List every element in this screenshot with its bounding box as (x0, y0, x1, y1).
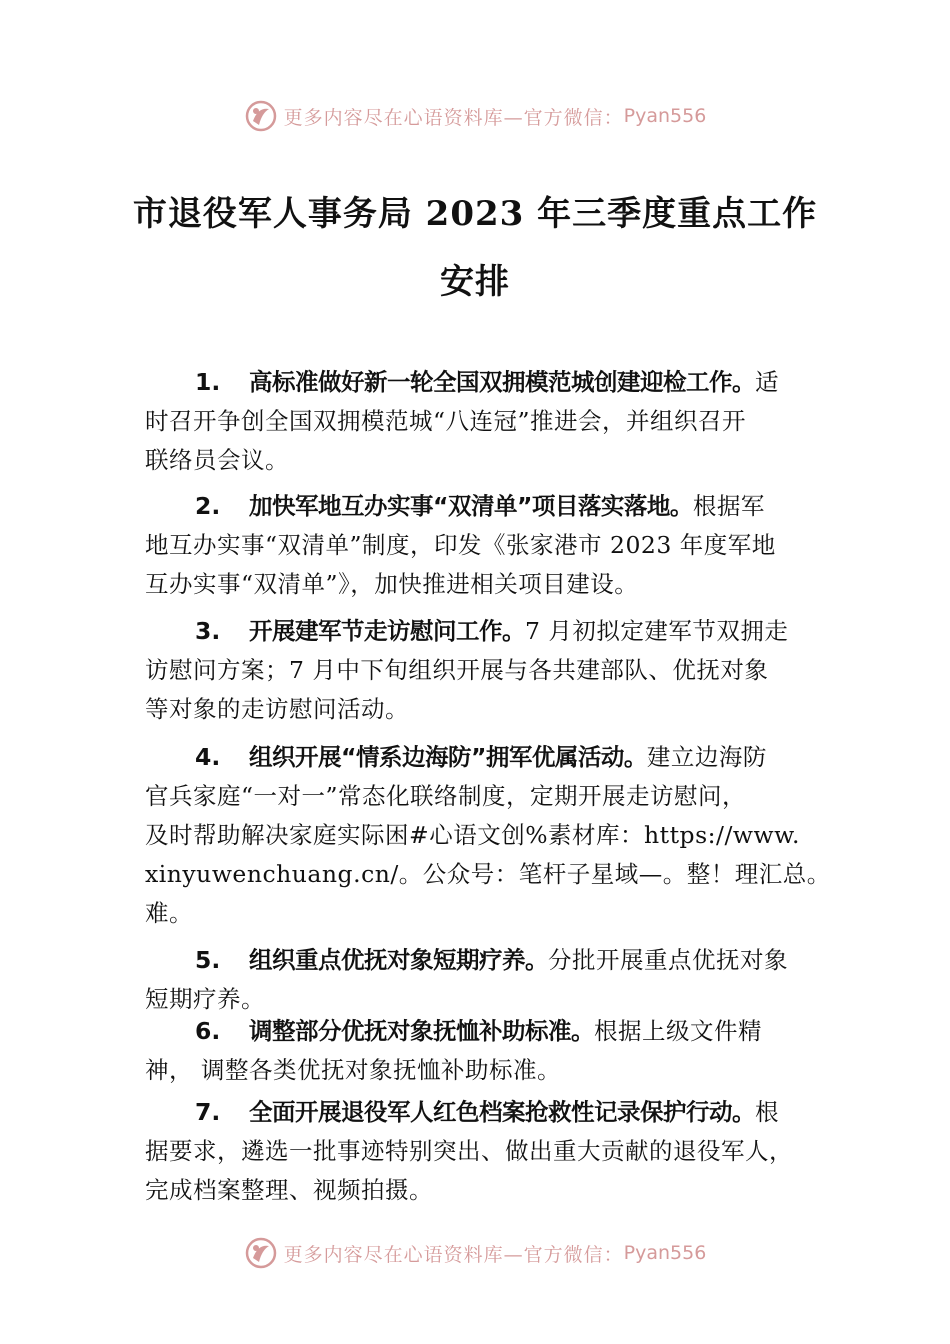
item-heading: 加快军地互办实事“双清单”项目落实落地。 (249, 492, 693, 520)
brand-logo-icon (244, 1236, 278, 1270)
header-watermark (0, 96, 950, 136)
item-number: 6. (195, 1017, 221, 1045)
item-text: 根 (755, 1098, 779, 1126)
item-text: 完成档案整理、视频拍摄。 (145, 1176, 433, 1204)
item-heading: 全面开展退役军人红色档案抢救性记录保护行动。 (249, 1098, 755, 1126)
item-heading: 组织开展“情系边海防”拥军优属活动。 (249, 743, 647, 771)
item-text: 难。 (145, 899, 193, 927)
item-text: 根据军 (692, 492, 765, 520)
work-item-3 (145, 612, 845, 729)
item-number: 4. (195, 743, 221, 771)
watermark-text: 更多内容尽在心语资料库—官方微信： (283, 1243, 624, 1266)
item-text: 官兵家庭“一对一”常态化联络制度，定期开展走访慰问， (145, 782, 747, 810)
item-text: 时召开争创全国双拥模范城“八连冠”推进会，并组织召开 (145, 407, 747, 435)
item-text: 分批开展重点优抚对象 (548, 946, 788, 974)
watermark-wechat-id: Pyan556 (623, 1242, 707, 1264)
item-text: 短期疗养。 (145, 985, 265, 1013)
item-text: 地互办实事“双清单”制度，印发《张家港市 2023 年度军地 (145, 531, 776, 559)
item-text: 建立边海防 (646, 743, 767, 771)
item-text: 适 (755, 368, 779, 396)
item-text: 及时帮助解决家庭实际困#心语文创%素材库：https://www. (145, 821, 800, 849)
item-text: 根据上级文件精 (594, 1017, 762, 1045)
watermark-wechat-id: Pyan556 (623, 105, 707, 127)
watermark-text: 更多内容尽在心语资料库—官方微信： (283, 106, 624, 129)
document-title-line-1: 市退役军人事务局 2023 年三季度重点工作 (132, 194, 818, 234)
work-item-5 (145, 941, 845, 1019)
work-item-1 (145, 363, 845, 480)
item-number: 5. (195, 946, 221, 974)
item-number: 7. (195, 1098, 221, 1126)
work-item-4 (145, 738, 845, 933)
item-text: xinyuwenchuang.cn/。公众号：笔杆子星域—。整！理汇总。 (145, 860, 831, 888)
work-item-7 (145, 1093, 845, 1210)
item-text: 7 月初拟定建军节双拥走 (525, 617, 789, 645)
item-heading: 调整部分优抚对象抚恤补助标准。 (249, 1017, 594, 1045)
item-text: 互办实事“双清单”》，加快推进相关项目建设。 (145, 570, 639, 598)
item-heading: 组织重点优抚对象短期疗养。 (249, 946, 548, 974)
item-number: 3. (195, 617, 221, 645)
item-text: 访慰问方案；7 月中下旬组织开展与各共建部队、优抚对象 (145, 656, 769, 684)
item-text: 联络员会议。 (145, 446, 289, 474)
work-item-2 (145, 487, 845, 604)
brand-logo-icon (244, 99, 278, 133)
item-number: 2. (195, 492, 221, 520)
work-item-6 (145, 1012, 845, 1090)
item-text: 据要求，遴选一批事迹特别突出、做出重大贡献的退役军人， (145, 1137, 793, 1165)
item-text: 等对象的走访慰问活动。 (145, 695, 409, 723)
item-heading: 高标准做好新一轮全国双拥模范城创建迎检工作。 (249, 368, 755, 396)
item-number: 1. (195, 368, 221, 396)
document-title-line-2: 安排 (440, 262, 510, 302)
item-heading: 开展建军节走访慰问工作。 (249, 617, 525, 645)
item-text: 神， 调整各类优抚对象抚恤补助标准。 (145, 1056, 561, 1084)
footer-watermark (0, 1233, 950, 1273)
